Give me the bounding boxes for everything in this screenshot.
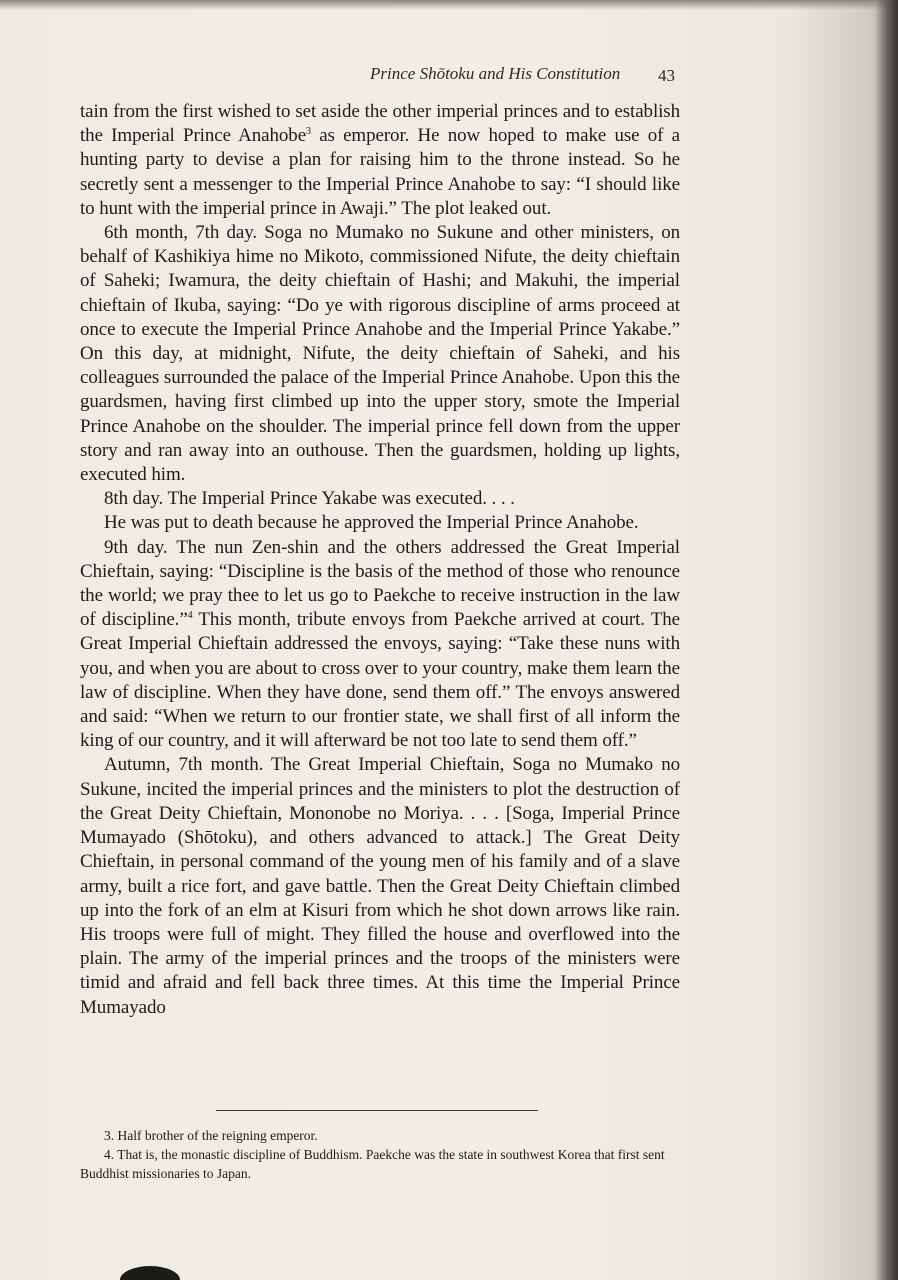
footnotes — [80, 1126, 680, 1183]
paragraph: 6th month, 7th day. Soga no Mumako no Sukune and other ministers, on behalf of Kashikiya hime no Mikoto, commissioned Nifute, the deity chieftain of Saheki; Iwamura, the deity chieftain of Hashi; and Makuhi, the imperial chieftain of Ikuba, saying: “Do ye with rigorous discipline of arms proceed at once to execute the Imperial Prince Anahobe and the Imperial Prince Yakabe.” On this day, at midnight, Nifute, the deity chieftain of Saheki, and his colleagues surrounded the palace of the Imperial Prince Anahobe. Upon this the guardsmen, having first climbed up into the upper story, smote the Imperial Prince Anahobe on the shoulder. The imperial prince fell down from the upper story and ran away into an outhouse. Then the guardsmen, holding up lights, executed him. — [80, 222, 680, 486]
paragraph: Autumn, 7th month. The Great Imperial Chieftain, Soga no Mumako no Sukune, incited the imperial princes and the ministers to plot the destruction of the Great Deity Chieftain, Mononobe no Moriya. . . . [Soga, Imperial Prince Mumayado (Shōtoku), and others advanced to attack.] The Great Deity Chieftain, in personal command of the young men of his family and of a slave army, built a rice fort, and gave battle. Then the Great Deity Chieftain climbed up into the fork of an elm at Kisuri from which he shot down arrows like rain. His troops were full of might. They filled the house and overflowed into the plain. The army of the imperial princes and the troops of the ministers were timid and afraid and fell back three times. At this time the Imperial Prince Mumayado — [80, 754, 680, 1018]
paragraph: 8th day. The Imperial Prince Yakabe was executed. . . . — [104, 488, 515, 510]
page-number: 43 — [658, 66, 675, 85]
paragraph: 9th day. The nun Zen-shin and the others addressed the Great Imperial Chieftain, saying: “Discipline is the basis of the method of those who renounce the world; we pray thee to let us go to Paekche to receive instruction in the law of discipline.”$^4$ This month, tribute envoys from Paekche arrived at court. The Great Imperial Chieftain addressed the envoys, saying: “Take these nuns with you, and when you are about to cross over to your country, make them learn the law of discipline. When they have done, send them off.” The envoys answered and said: “When we return to our frontier state, we shall first of all inform the king of our country, and it will afterward be not too late to send them off.” — [80, 536, 681, 752]
page-corner-shadow — [120, 1266, 180, 1280]
footnote: 4. That is, the monastic discipline of Buddhism. Paekche was the state in southwest Korea that first sent Buddhist missionaries to Japan. — [80, 1147, 665, 1181]
page-gutter-shadow — [876, 0, 898, 1280]
paragraph: He was put to death because he approved the Imperial Prince Anahobe. — [104, 512, 639, 534]
main-text — [80, 100, 680, 1020]
paragraph: tain from the first wished to set aside the other imperial princes and to establish the Imperial Prince Anahobe$^3$ as emperor. He now hoped to make use of a hunting party to devise a plan for raising him to the throne instead. So he secretly sent a messenger to the Imperial Prince Anahobe to say: “I should like to hunt with the imperial prince in Awaji.” The plot leaked out. — [80, 101, 680, 219]
footnote-ref: 3 — [306, 126, 311, 138]
page-top-shadow — [0, 0, 898, 10]
footnote-rule — [216, 1110, 538, 1111]
footnote: 3. Half brother of the reigning emperor. — [104, 1128, 318, 1143]
footnote-ref: 4 — [187, 610, 193, 622]
running-head: Prince Shōtoku and His Constitution — [370, 64, 621, 83]
